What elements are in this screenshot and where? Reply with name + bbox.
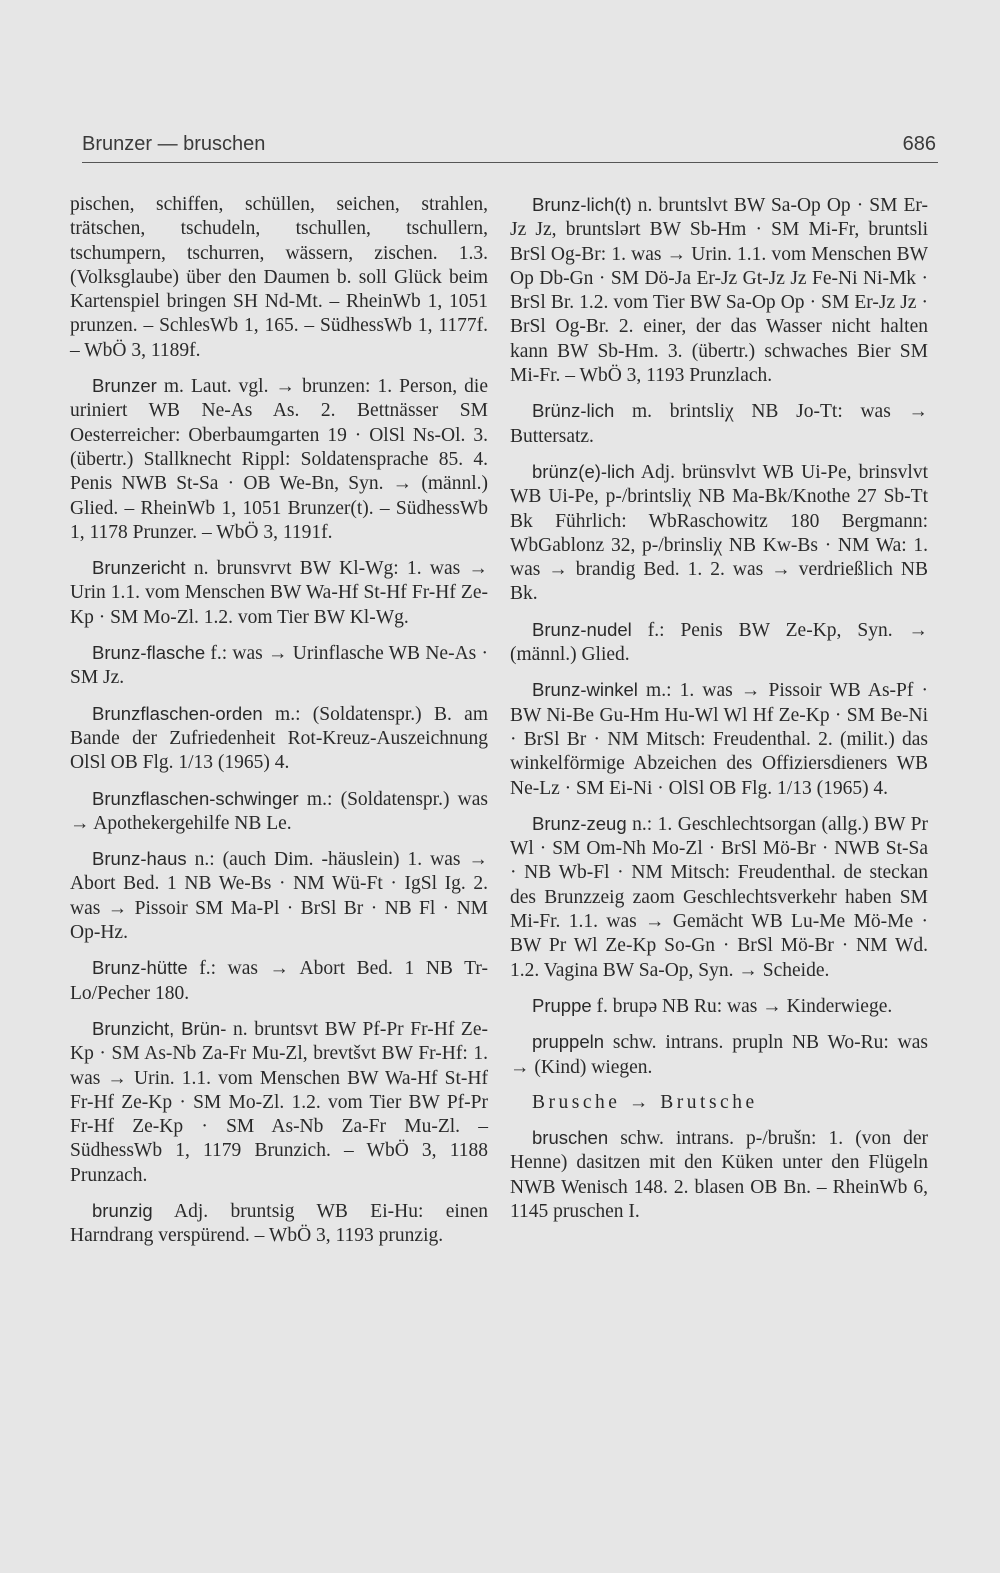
cross-reference — [510, 1091, 928, 1115]
entry-lemma: Brunzicht, Brün- — [92, 1017, 227, 1039]
dictionary-entry — [70, 847, 488, 945]
entry-text: n. brunsvrvt BW Kl-Wg: 1. was → Urin 1.1. vom Menschen BW Wa-Hf St-Hf Fr-Hf Ze-Kp · SM Mo-Zl. 1.2. vom Tier BW Kl-Wg. — [70, 558, 488, 628]
entry-text: pischen, schiffen, schüllen, seichen, strahlen, trätschen, tschudeln, tschullen, tschullern, tschumpern, tschurren, wässern, zischen. 1.3. (Volksglaube) über den Daumen b. soll Glück beim Kartenspiel bringen SH Nd-Mt. – RheinWb 1, 1051 prunzen. – SchlesWb 1, 165. – SüdhessWb 1, 1177f. – WbÖ 3, 1189f. — [70, 194, 488, 361]
dictionary-entry — [510, 193, 928, 388]
entry-text: n.: 1. Geschlechtsorgan (allg.) BW Pr Wl · SM Om-Nh Mo-Zl · BrSl Mö-Br · NWB St-Sa · NB Wb-Fl · NM Mitsch: Freudenthal. de steckan des Brunzzeig zaom Geschlechtsverkehr haben SM Mi-Fr. 1.1. was → Gemächt WB Lu-Me Mö-Me · BW Pr Wl Ze-Kp So-Gn · BrSl Mö-Br · NM Wd. 1.2. Vagina BW Sa-Op, Syn. → Scheide. — [510, 813, 928, 981]
entry-text: n.: (auch Dim. -häuslein) 1. was → Abort Bed. 1 NB We-Bs · NM Wü-Ft · IgSl Ig. 2. was → Pissoir SM Ma-Pl · BrSl Br · NB Fl · NM Op-Hz. — [70, 849, 489, 944]
dictionary-entry — [510, 399, 928, 449]
entry-text: f.: was → Urinflasche WB Ne-As · SM Jz. — [70, 643, 488, 689]
entry-lemma: Brunzericht — [92, 557, 186, 579]
left-column — [70, 193, 488, 1260]
dictionary-entry — [510, 618, 928, 668]
dictionary-entry — [70, 193, 488, 363]
entry-text: m.: 1. was → Pissoir WB As-Pf · BW Ni-Be Gu-Hm Hu-Wl Wl Hf Ze-Kp · SM Be-Ni · BrSl Br · NM Mitsch: Freudenthal. 2. (milit.) das winkelförmige Abzeichen des Offiziersdieners WB Ne-Lz · SM Ei-Ni · OlSl OB Flg. 1/13 (1965) 4. — [510, 680, 928, 799]
entry-lemma: Brunzer — [92, 375, 157, 397]
dictionary-entry — [70, 702, 488, 776]
entry-text: m.: (Soldatenspr.) was → Apothekergehilfe NB Le. — [70, 788, 488, 834]
entry-lemma: Brunzflaschen-schwinger — [92, 787, 299, 809]
entry-text: f. brupə NB Ru: was → Kinderwiege. — [596, 995, 893, 1017]
entry-text: m. Laut. vgl. → brunzen: 1. Person, die uriniert WB Ne-As As. 2. Bettnässer SM Oesterreicher: Oberbaumgarten 19 · OlSl Ns-Ol. 3. (übertr.) Stallknecht Rippl: Soldatensprache 85. 4. Penis NWB St-Sa · OB We-Bn, Syn. → (männl.) Glied. – RheinWb 1, 1051 Brunzer(t). – SüdhessWb 1, 1178 Prunzer. – WbÖ 3, 1191f. — [70, 376, 489, 543]
entry-lemma: brünz(e)-lich — [532, 460, 635, 482]
dictionary-entry — [70, 1017, 488, 1188]
entry-lemma: brunzig — [92, 1199, 153, 1221]
entry-lemma: pruppeln — [532, 1031, 605, 1053]
dictionary-entry — [70, 556, 488, 630]
entry-text: schw. intrans. p-/brušn: 1. (von der Henne) dasitzen mit den Küken unter den Flügeln NWB Wenisch 148. 2. blasen OB Bn. – RheinWb 6, 1145 pruschen I. — [510, 1128, 929, 1222]
page-number: 686 — [902, 133, 936, 155]
dictionary-entry — [510, 994, 928, 1019]
dictionary-entry — [510, 1030, 928, 1080]
entry-text: n. bruntslvt BW Sa-Op Op · SM Er-Jz Jz, bruntslərt BW Sb-Hm · SM Mi-Fr, bruntsli BrSl Og-Br: 1. was → Urin. 1.1. vom Menschen BW Op Db-Gn · SM Dö-Ja Er-Jz Gt-Jz Jz Fe-Ni Ni-Mk · BrSl Br. 1.2. vom Tier BW Sa-Op Op · SM Er-Jz Jz · BrSl Og-Br. 2. einer, der das Wasser nicht halten kann BW Sb-Hm. 3. (übertr.) schwaches Bier SM Mi-Fr. – WbÖ 3, 1193 Prunzlach. — [510, 195, 928, 387]
entry-text: n. bruntsvt BW Pf-Pr Fr-Hf Ze-Kp · SM As-Nb Za-Fr Mu-Zl, brevtšvt BW Fr-Hf: 1. was → Urin. 1.1. vom Menschen BW Wa-Hf St-Hf Fr-Hf Ze-Kp · SM Mo-Zl. 1.2. vom Tier BW Pf-Pr Fr-Hf Ze-Kp · SM As-Nb Za-Fr Mu-Zl. – SüdhessWb 1, 1179 Brunzich. – WbÖ 3, 1188 Prunzach. — [70, 1018, 488, 1186]
dictionary-entry — [70, 1199, 488, 1249]
dictionary-entry — [510, 460, 928, 607]
entry-lemma: Pruppe — [532, 994, 592, 1016]
entry-lemma: bruschen — [532, 1127, 609, 1149]
entry-text: Adj. brünsvlvt WB Ui-Pe, brinsvlvt WB Ui-Pe, p-/brintsliχ NB Ma-Bk/Knothe 27 Sb-Tt Bk Führlich: WbRaschowitz 180 Bergmann: WbGablonz 32, p-/brinsliχ NB Kw-Bs · NM Wa: 1. was → brandig Bed. 1. 2. was → verdrießlich NB Bk. — [510, 461, 928, 605]
entry-lemma: Brunz-nudel — [532, 618, 632, 640]
header-rule — [82, 162, 938, 163]
dictionary-entry — [510, 1126, 928, 1224]
dictionary-entry — [510, 678, 928, 800]
dictionary-entry — [70, 374, 488, 545]
entry-text: Brusche → Brutsche — [532, 1091, 758, 1113]
entry-lemma: Brunz-flasche — [92, 642, 206, 664]
dictionary-entry — [510, 812, 928, 983]
dictionary-entry — [70, 641, 488, 691]
entry-lemma: Brunz-hütte — [92, 957, 188, 979]
dictionary-entry — [70, 787, 488, 837]
entry-text: f.: was → Abort Bed. 1 NB Tr-Lo/Pecher 180. — [70, 958, 488, 1004]
entry-text: m. brintsliχ NB Jo-Tt: was → Buttersatz. — [510, 401, 928, 447]
entry-text: Adj. bruntsig WB Ei-Hu: einen Harndrang verspürend. – WbÖ 3, 1193 prunzig. — [70, 1200, 488, 1247]
entry-text: schw. intrans. prupln NB Wo-Ru: was → (Kind) wiegen. — [510, 1032, 928, 1078]
right-column — [510, 193, 928, 1235]
entry-text: m.: (Soldatenspr.) B. am Bande der Zufriedenheit Rot-Kreuz-Auszeichnung OlSl OB Flg. 1/13 (1965) 4. — [70, 703, 488, 774]
header-title: Brunzer — bruschen — [82, 133, 266, 155]
entry-lemma: Brunz-haus — [92, 848, 187, 870]
dictionary-entry — [70, 956, 488, 1006]
entry-lemma: Brunzflaschen-orden — [92, 702, 263, 724]
entry-lemma: Brunz-zeug — [532, 812, 627, 834]
entry-text: f.: Penis BW Ze-Kp, Syn. → (männl.) Glied. — [510, 619, 929, 666]
entry-lemma: Brünz-lich — [532, 400, 615, 422]
entry-lemma: Brunz-lich(t) — [532, 194, 632, 215]
entry-lemma: Brunz-winkel — [532, 679, 638, 701]
